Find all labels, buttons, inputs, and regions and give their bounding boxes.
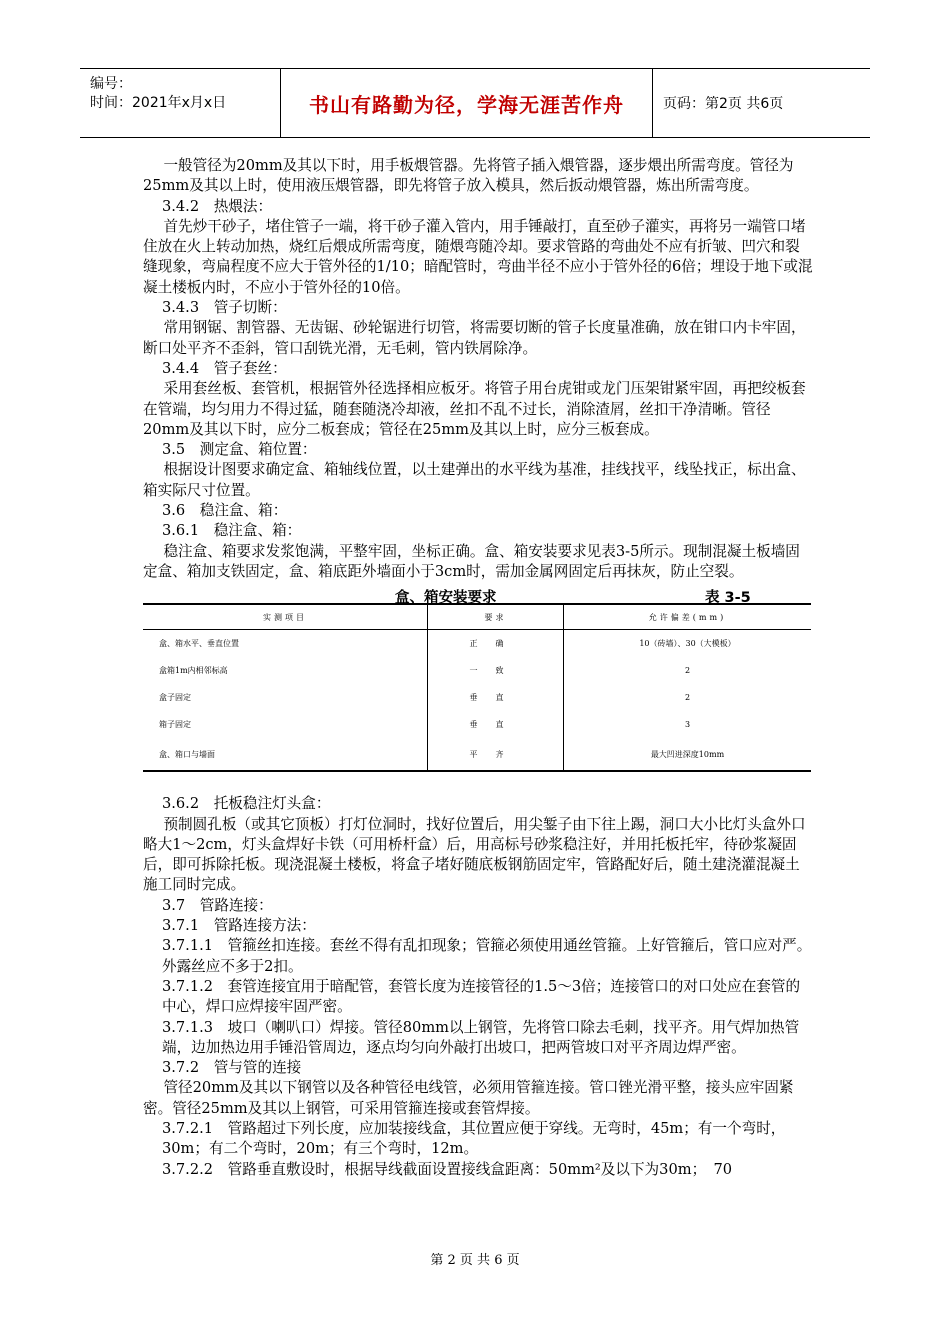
section-heading: 3.7.1.3 坡口（喇叭口）焊接。管径80mm以上钢管，先将管口除去毛刺，找平齐。用气焊加热管端，边加热边用手锤沿管周边，逐点均匀向外敲打出坡口，把两管坡口对平齐周边焊严密。 xyxy=(161,1018,800,1056)
page-header xyxy=(80,68,870,138)
table-header-row xyxy=(143,604,811,630)
section-heading: 3.6.1 稳注盒、箱： xyxy=(161,522,302,540)
section-heading: 3.6.2 托板稳注灯头盒： xyxy=(161,795,331,813)
row-requirement: 正确 xyxy=(428,630,564,658)
time-label: 时间：2021年x月x日 xyxy=(90,95,227,111)
header-item: 实测项目 xyxy=(143,604,428,630)
body-paragraph: 根据设计图要求确定盒、箱轴线位置，以土建弹出的水平线为基准，挂线找平，线坠找正，标出盒、箱实际尺寸位置。 xyxy=(143,461,806,499)
document-body xyxy=(143,156,813,1180)
section-heading: 3.7.2.2 管路垂直敷设时，根据导线截面设置接线盒距离：50mm²及以下为30m； 70 xyxy=(161,1160,733,1178)
section-heading: 3.6 稳注盒、箱： xyxy=(161,502,288,520)
body-paragraph: 采用套丝板、套管机，根据管外径选择相应板牙。将管子用台虎钳或龙门压架钳紧牢固，再把绞板套在管端，均匀用力不得过猛，随套随浇冷却液，丝扣不乱不过长，消除渣屑，丝扣干净清晰。管径20mm及其以下时，应分二板套成；管径在25mm及其以上时，应分三板套成。 xyxy=(143,380,806,438)
section-heading: 3.7 管路连接： xyxy=(161,896,273,914)
section-heading: 3.7.1 管路连接方法： xyxy=(161,917,316,935)
body-paragraph: 常用钢锯、割管器、无齿锯、砂轮锯进行切管，将需要切断的管子长度量准确，放在钳口内卡牢固，断口处平齐不歪斜，管口刮铣光滑，无毛刺，管内铁屑除净。 xyxy=(143,319,806,357)
body-paragraph: 预制圆孔板（或其它顶板）打灯位洞时，找好位置后，用尖錾子由下往上踢，洞口大小比灯头盒外口略大1～2cm，灯头盒焊好卡铁（可用桥杆盒）后，用高标号砂浆稳注好，并用托板托牢，待砂浆凝固后，即可拆除托板。现浇混凝土楼板，将盒子堵好随底板钢筋固定牢，管路配好后，随土建浇灌混凝土施工同时完成。 xyxy=(143,815,806,894)
row-requirement: 平齐 xyxy=(428,738,564,771)
row-item: 盒箱1m内相邻标高 xyxy=(143,657,428,684)
section-heading: 3.7.2.1 管路超过下列长度，应加装接线盒，其位置应便于穿线。无弯时，45m；有一个弯时，30m；有二个弯时，20m；有三个弯时，12m。 xyxy=(161,1119,786,1158)
table-row xyxy=(143,630,811,658)
table-caption xyxy=(143,584,813,606)
table-row xyxy=(143,684,811,711)
table-row xyxy=(143,711,811,738)
code-label: 编号： xyxy=(90,76,132,92)
table-row xyxy=(143,657,811,684)
row-tolerance: 2 xyxy=(684,666,691,676)
section-heading: 3.7.2 管与管的连接 xyxy=(161,1059,302,1077)
paragraphs-top xyxy=(143,156,813,582)
motto-text: 书山有路勤为径，学海无涯苦作舟 xyxy=(309,92,624,117)
paragraphs-bottom xyxy=(143,794,813,1180)
body-paragraph: 稳注盒、箱要求发浆饱满，平整牢固，坐标正确。盒、箱安装要求见表3-5所示。现制混凝土板墙固定盒、箱加支铁固定，盒、箱底距外墙面小于3cm时，需加金属网固定后再抹灰，防止空裂。 xyxy=(143,542,800,580)
table-row xyxy=(143,738,811,771)
header-requirement: 要求 xyxy=(428,604,564,630)
section-heading: 3.4.2 热煨法： xyxy=(161,197,273,215)
body-paragraph: 管径20mm及其以下钢管以及各种管径电线管，必须用管箍连接。管口锉光滑平整，接头应牢固紧密。管径25mm及其以上钢管，可采用管箍连接或套管焊接。 xyxy=(143,1079,794,1117)
row-item: 盒、箱水平、垂直位置 xyxy=(143,630,428,658)
header-motto-cell xyxy=(281,69,653,137)
table-number: 表 3-5 xyxy=(705,590,751,607)
section-heading: 3.5 测定盒、箱位置： xyxy=(161,441,317,459)
section-heading: 3.4.4 管子套丝： xyxy=(161,359,287,377)
body-paragraph: 一般管径为20mm及其以下时，用手板煨管器。先将管子插入煨管器，逐步煨出所需弯度。管径为25mm及其以上时，使用液压煨管器，即先将管子放入模具，然后扳动煨管器，炼出所需弯度。 xyxy=(143,157,794,195)
header-tolerance: 允许偏差(mm) xyxy=(564,604,812,630)
section-heading: 3.7.1.1 管箍丝扣连接。套丝不得有乱扣现象；管箍必须使用通丝管箍。上好管箍后，管口应对严。外露丝应不多于2扣。 xyxy=(161,937,812,975)
row-tolerance: 2 xyxy=(684,693,691,703)
header-page-cell xyxy=(653,69,870,137)
row-requirement: 垂直 xyxy=(428,684,564,711)
row-item: 盒、箱口与墙面 xyxy=(143,738,428,771)
row-tolerance: 最大凹进深度10mm xyxy=(564,738,812,771)
row-item: 箱子固定 xyxy=(143,711,428,738)
body-paragraph: 首先炒干砂子，堵住管子一端，将干砂子灌入管内，用手锤敲打，直至砂子灌实，再将另一端管口堵住放在火上转动加热，烧红后煨成所需弯度，随煨弯随冷却。要求管路的弯曲处不应有折皱、凹穴和裂缝现象，弯扁程度不应大于管外径的1/10；暗配管时，弯曲半径不应小于管外径的6倍；埋设于地下或混凝土楼板内时，不应小于管外径的10倍。 xyxy=(143,217,813,296)
header-info-cell xyxy=(80,69,281,137)
row-requirement: 垂直 xyxy=(428,711,564,738)
page-footer: 第 2 页 共 6 页 xyxy=(430,1253,520,1268)
section-heading: 3.7.1.2 套管连接宜用于暗配管，套管长度为连接管径的1.5～3倍；连接管口的对口处应在套管的中心，焊口应焊接牢固严密。 xyxy=(161,977,801,1016)
page-info: 页码：第2页 共6页 xyxy=(663,96,784,112)
row-tolerance: 10（砖墙）、30（大模板） xyxy=(639,639,736,649)
section-heading: 3.4.3 管子切断： xyxy=(161,299,287,317)
row-tolerance: 3 xyxy=(684,720,691,730)
installation-requirements-table xyxy=(143,603,811,772)
table-title: 盒、箱安装要求 xyxy=(395,590,497,607)
row-item: 盒子固定 xyxy=(143,684,428,711)
row-requirement: 一致 xyxy=(428,657,564,684)
